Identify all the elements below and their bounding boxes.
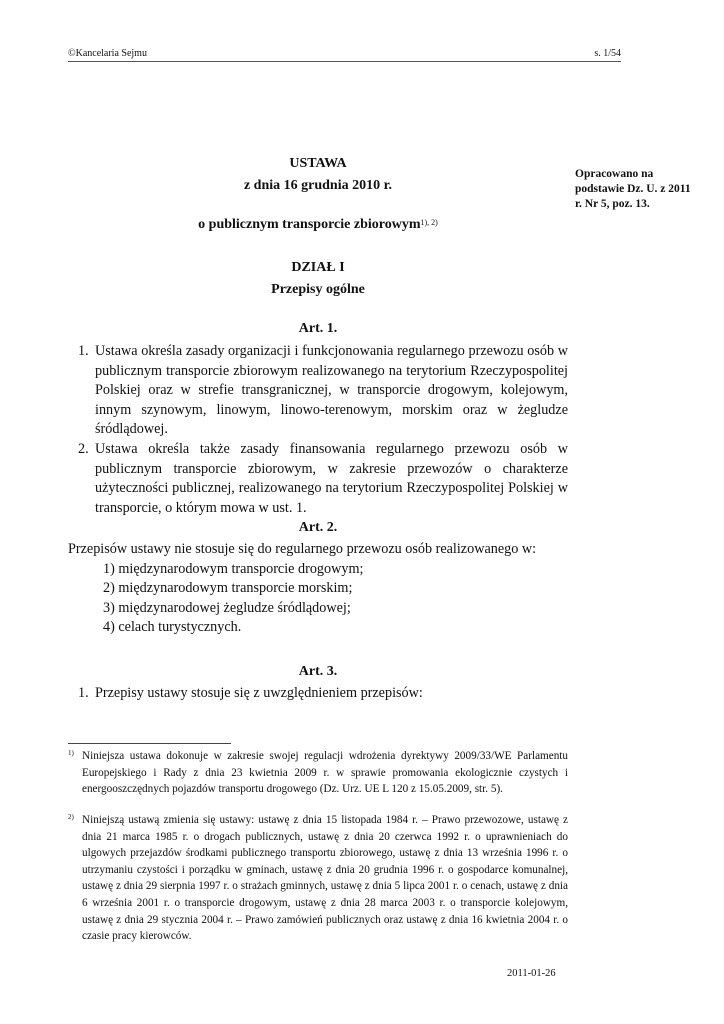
paragraph-number: 2. <box>78 440 89 457</box>
division-subtitle: Przepisy ogólne <box>271 282 365 297</box>
header-publisher: ©Kancelaria Sejmu <box>68 48 147 59</box>
footnote-text: Niniejsza ustawa dokonuje w zakresie swojej regulacji wdrożenia dyrektywy 2009/33/WE Parlamentu Europejskiego i Rady z dnia 23 kwietnia 2009 r. w sprawie promowania ekologicznie czystych i energooszczędnych pojazdów transportu drogowego (Dz. Urz. UE L 120 z 15.05.2009, str. 5). <box>82 750 568 796</box>
page-number: s. 1/54 <box>594 48 621 59</box>
paragraph-text: Przepisy ustawy stosuje się z uwzględnieniem przepisów: <box>95 685 423 701</box>
article-1-heading: Art. 1. <box>298 321 338 336</box>
division-title: DZIAŁ I <box>291 260 345 275</box>
act-subject <box>68 217 568 233</box>
footnote-marker: 1) <box>68 749 74 757</box>
paragraph-number: 1. <box>78 343 89 359</box>
paragraph-number: 1. <box>78 685 89 701</box>
list-item: 3) międzynarodowej żegludze śródlądowej; <box>103 599 351 616</box>
article-1-paragraph-1 <box>68 342 568 440</box>
side-note: Opracowano na podstawie Dz. U. z 2011 r. Nr 5, poz. 13. <box>575 168 691 210</box>
article-1-body <box>68 342 568 518</box>
footnote-1 <box>68 748 568 798</box>
footnote-ref[interactable]: 1), 2) <box>420 218 438 227</box>
page-header <box>68 48 621 62</box>
list-item: 2) międzynarodowym transporcie morskim; <box>103 580 353 597</box>
footnote-2 <box>68 812 568 945</box>
act-type-title: USTAWA <box>289 156 347 171</box>
footnote-marker: 2) <box>68 813 74 821</box>
paragraph-text: Ustawa określa także zasady finansowania regularnego przewozu osób w publicznym transporcie zbiorowym, w zakresie przewozów o charakterze użyteczności publicznej, realizowanego na terytorium Rzeczypospolitej Polskiej w transporcie, o którym mowa w ust. 1. <box>95 440 568 516</box>
footnote-divider <box>68 743 231 744</box>
paragraph-text: Ustawa określa zasady organizacji i funkcjonowania regularnego przewozu osób w publicznym transporcie zbiorowym realizowanego na terytorium Rzeczypospolitej Polskiej oraz w strefie transgranicznej, w transporcie drogowym, kolejowym, innym szynowym, linowym, linowo-terenowym, morskim oraz w żegludze śródlądowej. <box>95 343 568 438</box>
footer-date: 2011-01-26 <box>507 968 556 979</box>
article-3-paragraph-1 <box>68 684 568 704</box>
act-date: z dnia 16 grudnia 2010 r. <box>243 178 393 193</box>
list-item: 1) międzynarodowym transporcie drogowym; <box>103 560 364 577</box>
act-subject-text: o publicznym transporcie zbiorowym <box>198 217 421 232</box>
article-3-body <box>68 684 568 704</box>
footnote-text: Niniejszą ustawą zmienia się ustawy: ustawę z dnia 15 listopada 1984 r. – Prawo przewozowe, ustawę z dnia 21 marca 1985 r. o drogach publicznych, ustawę z dnia 20 czerwca 1992 r. o uprawnieniach do ulgowych przejazdów środkami publicznego transportu zbiorowego, ustawę z dnia 13 września 1996 r. o utrzymaniu czystości i porządku w gminach, ustawę z dnia 20 grudnia 1996 r. o gospodarce komunalnej, ustawę z dnia 29 sierpnia 1997 r. o strażach gminnych, ustawę z dnia 5 lipca 2001 r. o cenach, ustawę z dnia 6 września 2001 r. o transporcie drogowym, ustawę z dnia 28 marca 2003 r. o transporcie kolejowym, ustawę z dnia 29 stycznia 2004 r. – Prawo zamówień publicznych oraz ustawę z dnia 16 kwietnia 2004 r. o czasie pracy kierowców. <box>82 814 568 943</box>
article-3-heading: Art. 3. <box>298 664 338 679</box>
list-item: 4) celach turystycznych. <box>103 619 242 636</box>
article-2-intro: Przepisów ustawy nie stosuje się do regularnego przewozu osób realizowanego w: <box>68 541 537 557</box>
article-2-heading: Art. 2. <box>298 520 338 535</box>
article-2-body <box>68 540 568 638</box>
article-1-paragraph-2 <box>68 440 568 518</box>
